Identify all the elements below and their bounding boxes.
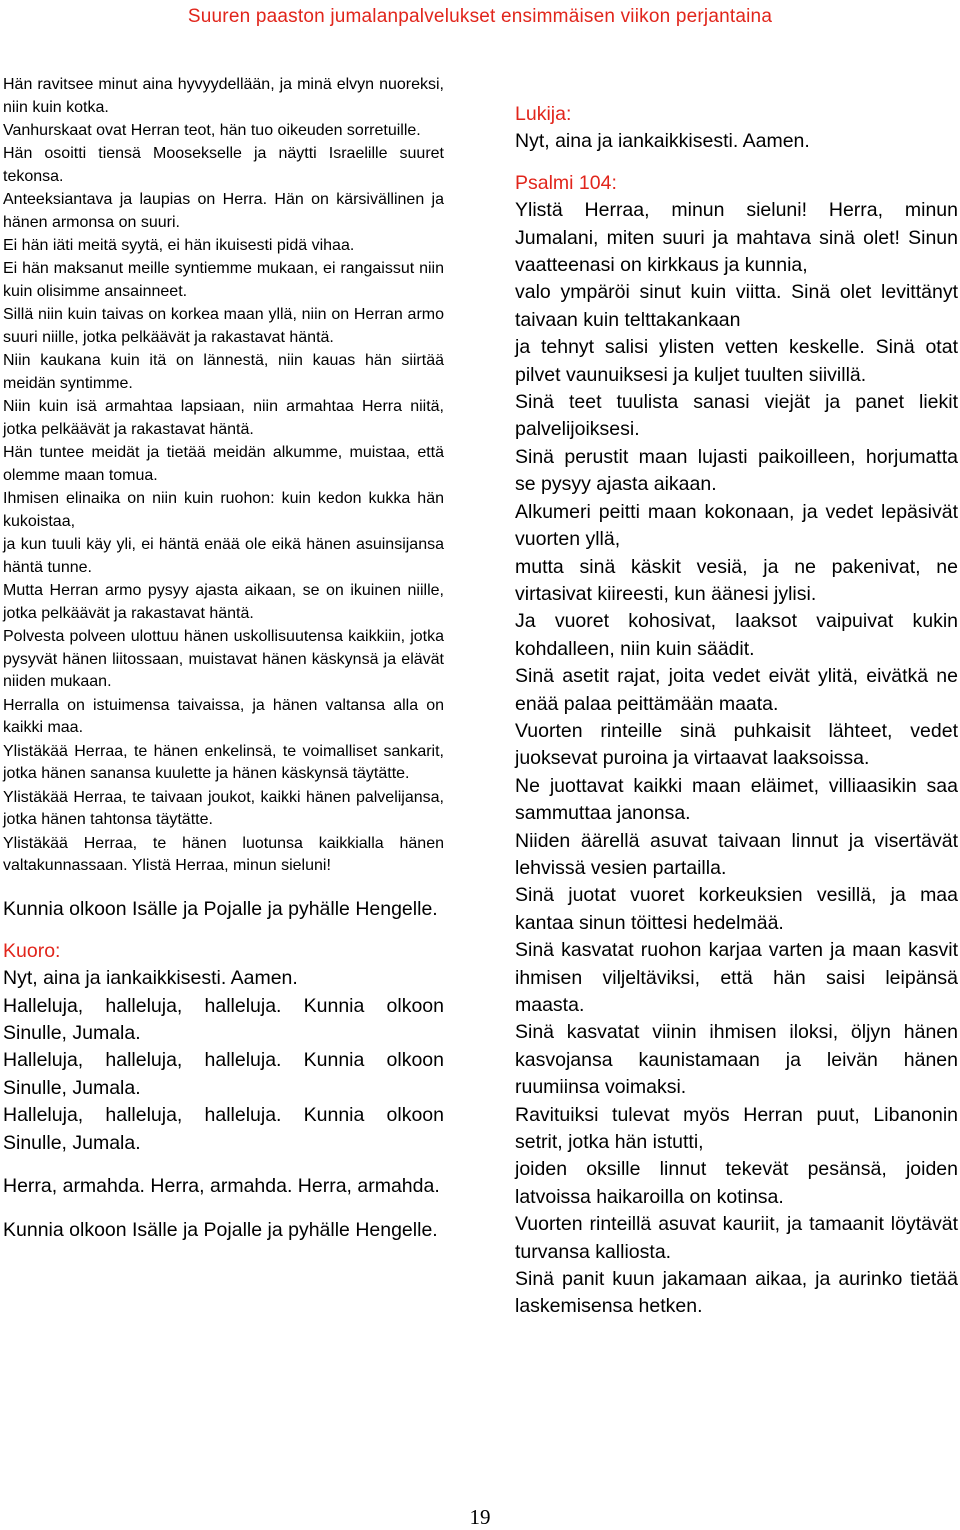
choir-line: Halleluja, halleluja, halleluja. Kunnia olkoon Sinulle, Jumala. (3, 994, 444, 1045)
left-column (3, 74, 444, 1244)
spacer (3, 1201, 444, 1217)
psalm-verse: Ylistäkää Herraa, te taivaan joukot, kaikki hänen palvelijansa, jotka hänen tahtonsa täytätte. (3, 788, 444, 829)
psalm-line: Niiden äärellä asuvat taivaan linnut ja visertävät lehvissä vesien partailla. (515, 829, 958, 879)
choir-block (3, 938, 444, 1157)
psalm-verses-block (3, 74, 444, 878)
page-header-title: Suuren paaston jumalanpalvelukset ensimmäisen viikon perjantaina (187, 6, 773, 27)
spacer (3, 878, 444, 896)
psalm-line: joiden oksille linnut tekevät pesänsä, joiden latvoissa haikaroilla on kotinsa. (515, 1158, 958, 1208)
glory-block-2 (3, 1217, 444, 1244)
psalm-line: Ylistä Herraa, minun sieluni! Herra, minun Jumalani, miten suuri ja mahtava sinä olet! Sinun vaatteenasi on kirkkaus ja kunnia, (515, 199, 958, 277)
psalm-verse: Ei hän maksanut meille syntiemme mukaan, ei rangaissut niin kuin olisimme ansainneet. (3, 260, 444, 301)
psalm-verse: Ylistäkää Herraa, te hänen enkelinsä, te voimalliset sankarit, jotka hänen sanansa kuulette ja hänen käskynsä täytätte. (3, 742, 444, 783)
kyrie-block (3, 1173, 444, 1200)
spacer (3, 924, 444, 938)
psalm-verse: Ylistäkää Herraa, te hänen luotunsa kaikkialla hänen valtakunnassaan. Ylistä Herraa, minun sieluni! (3, 834, 444, 875)
glory-text: Kunnia olkoon Isälle ja Pojalle ja pyhälle Hengelle. (3, 1218, 438, 1241)
psalm-verse: Polvesta polveen ulottuu hänen uskollisuutensa kaikkiin, jotka pysyvät hänen liitossaan, muistavat hänen käskynsä ja elävät niiden mukaan. (3, 627, 444, 691)
spacer (515, 156, 958, 170)
psalm-label: Psalmi 104: (515, 171, 617, 194)
psalm-line: Vuorten rinteillä asuvat kauriit, ja tamaanit löytävät turvansa kalliosta. (515, 1213, 958, 1263)
glory-text: Kunnia olkoon Isälle ja Pojalle ja pyhälle Hengelle. (3, 898, 438, 921)
psalm-line: Sinä kasvatat viinin ihmisen iloksi, öljyn hänen kasvojansa kaunistamaan ja leivän hänen ruumiinsa voimaksi. (515, 1021, 958, 1099)
reader-label: Lukija: (515, 103, 572, 125)
psalm-line: Sinä teet tuulista sanasi viejät ja panet liekit palvelijoiksesi. (515, 391, 958, 441)
page-number: 19 (469, 1505, 491, 1529)
psalm-line: valo ympäröi sinut kuin viitta. Sinä olet levittänyt taivaan kuin telttakankaan (515, 281, 958, 331)
psalm-verse: Niin kuin isä armahtaa lapsiaan, niin armahtaa Herra niitä, jotka pelkäävät ja rakastavat häntä. (3, 398, 444, 438)
psalm-verse: Hän tuntee meidät ja tietää meidän alkumme, muistaa, että olemme maan tomua. (3, 444, 444, 484)
psalm-line: Ja vuoret kohosivat, laaksot vaipuivat kukin kohdalleen, niin kuin säädit. (515, 610, 958, 660)
psalm-line: Sinä perustit maan lujasti paikoilleen, horjumatta se pysyy ajasta aikaan. (515, 445, 958, 496)
psalm-line: mutta sinä käskit vesiä, ja ne pakenivat, ne virtasivat kiireesti, kun äänesi jylisi. (515, 555, 958, 605)
glory-block (3, 896, 444, 923)
psalm-verse: Sillä niin kuin taivas on korkea maan yllä, niin on Herran armo suuri niille, jotka pelkäävät ja rakastavat häntä. (3, 306, 444, 347)
choir-line: Nyt, aina ja iankaikkisesti. Aamen. (3, 967, 298, 990)
choir-label: Kuoro: (3, 939, 61, 962)
psalm-verse: Hän ravitsee minut aina hyvyydellään, ja minä elvyn nuoreksi, niin kuin kotka. (3, 76, 444, 116)
spacer (3, 1157, 444, 1173)
psalm-verse: Vanhurskaat ovat Herran teot, hän tuo oikeuden sorretuille. (3, 121, 421, 139)
psalm-line: Sinä asetit rajat, joita vedet eivät ylitä, eivätkä ne enää palaa peittämään maata. (515, 665, 958, 715)
psalm-line: Sinä juotat vuoret korkeuksien vesillä, ja maa kantaa sinun töittesi hedelmää. (515, 884, 958, 934)
kyrie-text: Herra, armahda. Herra, armahda. Herra, armahda. (3, 1175, 440, 1198)
psalm-line: Sinä panit kuun jakamaan aikaa, ja aurinko tietää laskemisensa hetken. (515, 1268, 958, 1318)
psalm-verse: Ihmisen elinaika on niin kuin ruohon: kuin kedon kukka hän kukoistaa, (3, 490, 444, 530)
choir-line: Halleluja, halleluja, halleluja. Kunnia olkoon Sinulle, Jumala. (3, 1049, 444, 1099)
psalm-verse: Niin kaukana kuin itä on lännestä, niin kauas hän siirtää meidän syntimme. (3, 352, 444, 392)
psalm-line: ja tehnyt salisi ylisten vetten keskelle. Sinä otat pilvet vaunuiksesi ja kuljet tuulten siivillä. (515, 336, 958, 386)
psalm-line: Ravituiksi tulevat myös Herran puut, Libanonin setrit, jotka hän istutti, (515, 1103, 958, 1154)
psalm-line: Ne juottavat kaikki maan eläimet, villiaasikin saa sammuttaa janonsa. (515, 774, 958, 825)
psalm-verse: Anteeksiantava ja laupias on Herra. Hän on kärsivällinen ja hänen armonsa on suuri. (3, 191, 444, 231)
psalm-line: Vuorten rinteille sinä puhkaisit lähteet, vedet juoksevat puroina ja virtaavat laaksoissa. (515, 719, 958, 770)
psalm-verse: Herralla on istuimensa taivaissa, ja hänen valtansa alla on kaikki maa. (3, 696, 444, 737)
psalm-verse: Mutta Herran armo pysyy ajasta aikaan, se on ikuinen niille, jotka pelkäävät ja rakastavat häntä. (3, 582, 444, 622)
psalm-verse: Ei hän iäti meitä syytä, ei hän ikuisesti pidä vihaa. (3, 237, 355, 255)
right-column (515, 101, 958, 1321)
psalm-verse: ja kun tuuli käy yli, ei häntä enää ole eikä hänen asuinsijansa häntä tunne. (3, 536, 444, 576)
choir-line: Halleluja, halleluja, halleluja. Kunnia olkoon Sinulle, Jumala. (3, 1104, 444, 1154)
psalm-verse: Hän osoitti tiensä Moosekselle ja näytti Israelille suuret tekonsa. (3, 145, 444, 185)
reader-line: Nyt, aina ja iankaikkisesti. Aamen. (515, 130, 810, 153)
psalm-line: Alkumeri peitti maan kokonaan, ja vedet lepäsivät vuorten yllä, (515, 500, 958, 551)
psalm-line: Sinä kasvatat ruohon karjaa varten ja maan kasvit ihmisen viljeltäviksi, että hän saisi leipänsä maasta. (515, 939, 958, 1016)
